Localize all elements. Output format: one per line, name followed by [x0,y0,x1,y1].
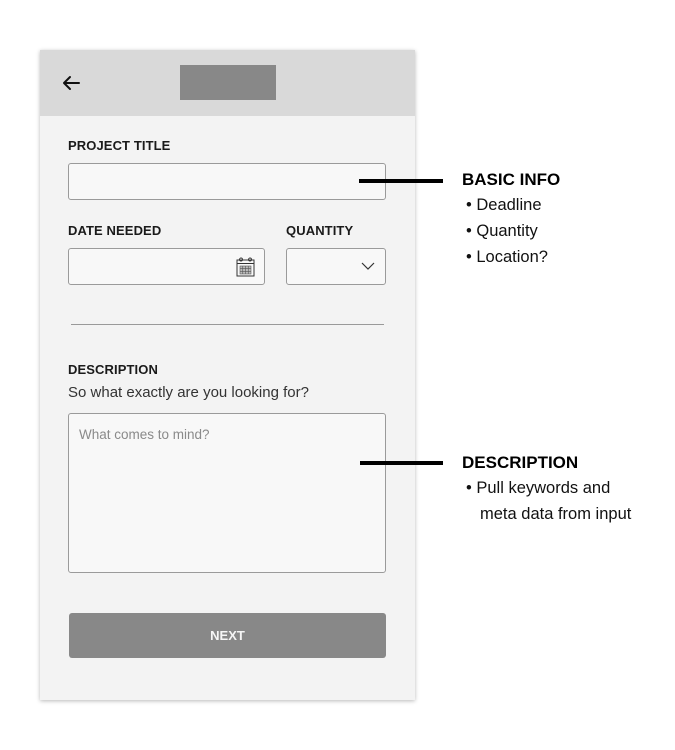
basic-info-connector [359,179,443,183]
annotation-item: • Pull keywords and [466,479,611,497]
section-divider [71,324,384,325]
basic-info-annotation-title: BASIC INFO [462,170,561,189]
annotation-item: • Location? [466,248,548,266]
phone-frame [40,50,415,700]
description-annotation-title: DESCRIPTION [462,453,579,472]
arrow-left-icon[interactable] [60,72,82,94]
annotation-item: • Quantity [466,222,538,240]
annotation-item: meta data from input [480,505,632,523]
chevron-down-icon [361,262,375,271]
description-connector [360,461,443,465]
app-bar [40,50,415,116]
project-title-input[interactable] [68,163,386,200]
annotation-item: • Deadline [466,196,542,214]
calendar-icon[interactable] [236,257,255,277]
title-placeholder [180,65,276,100]
quantity-select[interactable] [286,248,386,285]
date-needed-label: DATE NEEDED [68,223,162,238]
description-label: DESCRIPTION [68,362,158,377]
project-title-label: PROJECT TITLE [68,138,171,153]
date-needed-input[interactable] [68,248,265,285]
next-button[interactable]: NEXT [69,613,386,658]
description-subtext: So what exactly are you looking for? [68,384,309,401]
quantity-label: QUANTITY [286,223,354,238]
description-textarea[interactable] [68,413,386,573]
